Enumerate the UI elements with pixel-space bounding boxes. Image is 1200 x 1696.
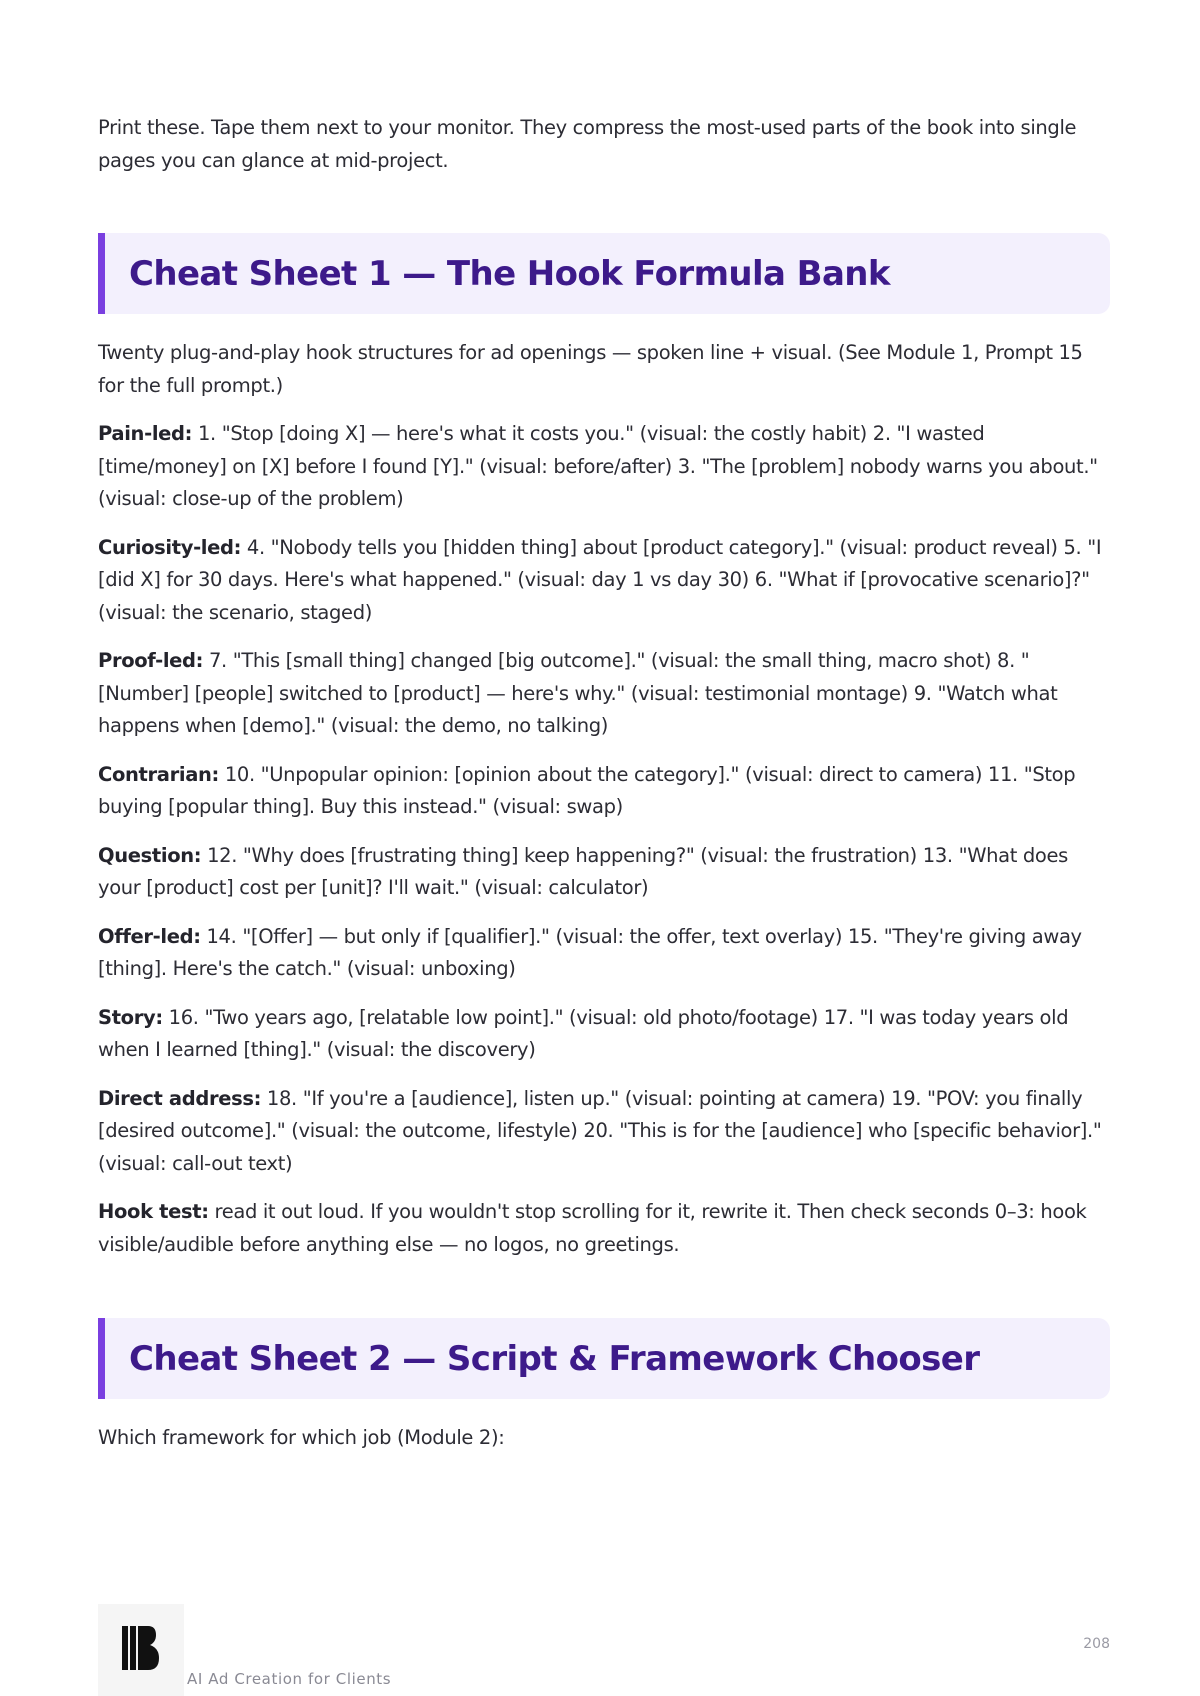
- hook-text: 7. "This [small thing] changed [big outcome]." (visual: the small thing, macro shot) 8. "[Number] [people] switched to [product] — here's why." (visual: testimonial montage) 9. "Watch what happens when [demo]." (visual: the demo, no talking): [98, 649, 1058, 737]
- hook-text: 4. "Nobody tells you [hidden thing] about [product category]." (visual: product reveal) 5. "I [did X] for 30 days. Here's what happened." (visual: day 1 vs day 30) 6. "What if [provocative scenario]?" (visual: the scenario, staged): [98, 535, 1102, 624]
- hook-item-proof-led: [98, 645, 1110, 743]
- hook-text: read it out loud. If you wouldn't stop scrolling for it, rewrite it. Then check seconds 0–3: hook visible/audible before anything else — no logos, no greetings.: [98, 1200, 1087, 1256]
- hook-label: Pain-led:: [98, 422, 193, 445]
- cheat-sheet-1-header: [98, 233, 1110, 314]
- hook-item-direct-address: [98, 1083, 1110, 1181]
- cheat-sheet-1-description: Twenty plug-and-play hook structures for ad openings — spoken line + visual. (See Module 1, Prompt 15 for the full prompt.): [98, 341, 1083, 397]
- book-logo: [98, 1604, 184, 1696]
- hook-item-offer-led: [98, 921, 1110, 986]
- cheat-sheet-2-title: Cheat Sheet 2 — Script & Framework Chooser: [129, 1338, 980, 1379]
- hook-label: Direct address:: [98, 1086, 262, 1110]
- cheat-sheet-2-description: Which framework for which job (Module 2):: [98, 1426, 505, 1449]
- hook-label: Curiosity-led:: [98, 535, 242, 559]
- hook-text: 1. "Stop [doing X] — here's what it costs you." (visual: the costly habit) 2. "I wasted [time/money] on [X] before I found [Y]." (visual: before/after) 3. "The [problem] nobody warns you about." (visual: close-up of the problem): [98, 422, 1098, 510]
- hook-label: Hook test:: [98, 1200, 209, 1223]
- hook-item-story: [98, 1002, 1110, 1067]
- intro-paragraph: Print these. Tape them next to your monitor. They compress the most-used parts of the book into single pages you can glance at mid-project.: [98, 116, 1077, 172]
- hook-text: 12. "Why does [frustrating thing] keep happening?" (visual: the frustration) 13. "What does your [product] cost per [unit]? I'll wait." (visual: calculator): [98, 843, 1068, 899]
- cheat-sheet-1-title: Cheat Sheet 1 — The Hook Formula Bank: [129, 253, 890, 294]
- page-content: [98, 112, 1110, 1471]
- hook-label: Contrarian:: [98, 762, 219, 786]
- hook-test-note: [98, 1196, 1110, 1261]
- hook-label: Proof-led:: [98, 649, 204, 672]
- hook-text: 18. "If you're a [audience], listen up." (visual: pointing at camera) 19. "POV: you finally [desired outcome]." (visual: the outcome, lifestyle) 20. "This is for the [audience] who [specific behavior]." (visual: call-out text): [98, 1086, 1102, 1175]
- hook-label: Story:: [98, 1005, 163, 1029]
- hook-text: 16. "Two years ago, [relatable low point]." (visual: old photo/footage) 17. "I was today years old when I learned [thing]." (visual: the discovery): [98, 1005, 1069, 1061]
- hook-text: 10. "Unpopular opinion: [opinion about the category]." (visual: direct to camera) 11. "Stop buying [popular thing]. Buy this instead." (visual: swap): [98, 762, 1076, 818]
- book-logo-icon: [122, 1624, 160, 1674]
- hook-item-question: [98, 840, 1110, 905]
- hook-item-pain-led: [98, 418, 1110, 516]
- hook-label: Question:: [98, 843, 202, 867]
- hook-item-curiosity-led: [98, 532, 1110, 630]
- page-number: 208: [1083, 1636, 1110, 1652]
- hook-label: Offer-led:: [98, 924, 201, 948]
- cheat-sheet-2-header: [98, 1318, 1110, 1399]
- footer-book-title: AI Ad Creation for Clients: [187, 1670, 392, 1688]
- hook-text: 14. "[Offer] — but only if [qualifier]." (visual: the offer, text overlay) 15. "They're giving away [thing]. Here's the catch." (visual: unboxing): [98, 924, 1082, 980]
- hook-item-contrarian: [98, 759, 1110, 824]
